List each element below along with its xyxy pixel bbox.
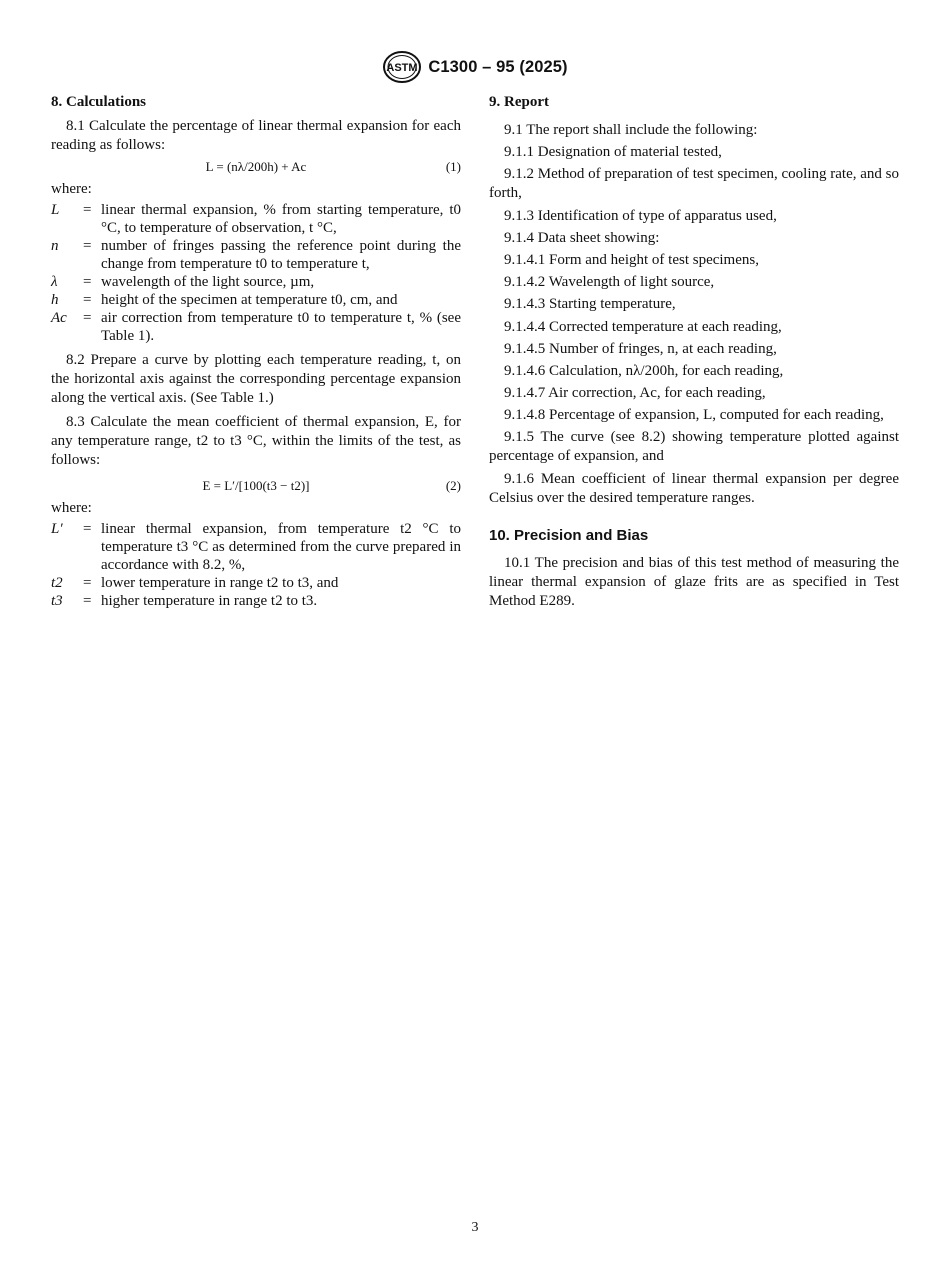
definition-symbol: L′	[51, 521, 63, 537]
section-heading-report: 9. Report	[489, 94, 549, 110]
page-number: 3	[471, 1220, 479, 1235]
equation-2-number: (2)	[445, 478, 461, 493]
right-column	[489, 93, 899, 611]
paragraph-8-2: 8.2 Prepare a curve by plotting each temperature reading, t, on the horizontal axis against the corresponding percentage expansion along the vertical axis. (See Table 1.)	[51, 352, 461, 406]
definition-text: linear thermal expansion, % from starting temperature, t0 °C, to temperature of observation, t °C,	[101, 202, 461, 236]
definitions-list-2	[51, 520, 461, 610]
definition-row	[51, 592, 461, 610]
definition-row	[51, 309, 461, 345]
page-header	[0, 50, 950, 84]
definition-row	[51, 291, 461, 309]
definition-text: wavelength of the light source, µm,	[101, 274, 315, 290]
definition-symbol: λ	[51, 274, 58, 290]
paragraph-8-3: 8.3 Calculate the mean coefficient of thermal expansion, E, for any temperature range, t2 to t3 °C, within the limits of the test, as follows:	[51, 414, 461, 468]
definition-equals: =	[83, 292, 92, 308]
equation-1-expression: L = (nλ/200h) + Ac	[205, 159, 307, 174]
definition-symbol: Ac	[51, 310, 67, 326]
report-item: 9.1.6 Mean coefficient of linear thermal expansion per degree Celsius over the desired temperature ranges.	[489, 470, 899, 506]
definition-text: height of the specimen at temperature t0, cm, and	[101, 292, 398, 308]
report-item: 9.1.4.6 Calculation, nλ/200h, for each reading,	[504, 362, 784, 379]
report-item: 9.1.4.7 Air correction, Ac, for each reading,	[504, 385, 766, 402]
definition-equals: =	[83, 274, 92, 290]
definition-equals: =	[83, 521, 92, 537]
svg-text:ASTM: ASTM	[386, 62, 418, 74]
definitions-list-1	[51, 201, 461, 345]
definition-row	[51, 574, 461, 592]
definition-text: lower temperature in range t2 to t3, and	[101, 575, 339, 591]
definition-symbol: t3	[51, 593, 63, 609]
report-item: 9.1.2 Method of preparation of test specimen, cooling rate, and so forth,	[489, 166, 899, 202]
equation-1-number: (1)	[445, 159, 461, 174]
definition-text: air correction from temperature t0 to temperature t, % (see Table 1).	[101, 310, 461, 344]
report-item: 9.1.4 Data sheet showing:	[504, 229, 660, 246]
equation-1	[51, 157, 461, 176]
paragraph-10-1: 10.1 The precision and bias of this test method of measuring the linear thermal expansion of glaze frits are as specified in Test Method E289.	[489, 554, 899, 609]
report-item: 9.1.4.3 Starting temperature,	[504, 296, 676, 313]
report-item: 9.1.3 Identification of type of apparatus used,	[504, 207, 777, 224]
report-item: 9.1.4.4 Corrected temperature at each reading,	[504, 318, 782, 335]
definition-row	[51, 237, 461, 273]
section-heading-precision: 10. Precision and Bias	[489, 526, 649, 544]
report-item: 9.1.4.5 Number of fringes, n, at each reading,	[504, 340, 777, 357]
left-column	[51, 93, 461, 610]
definition-equals: =	[83, 593, 92, 609]
definition-text: number of fringes passing the reference point during the change from temperature t0 to temperature t,	[101, 238, 461, 272]
definition-row	[51, 201, 461, 237]
equation-2	[51, 476, 461, 495]
definition-text: linear thermal expansion, from temperature t2 °C to temperature t3 °C as determined from the curve prepared in accordance with 8.2, %,	[101, 521, 461, 573]
report-item: 9.1.5 The curve (see 8.2) showing temperature plotted against percentage of expansion, and	[489, 429, 899, 465]
definition-symbol: L	[51, 202, 60, 218]
definition-equals: =	[83, 238, 92, 254]
report-item: 9.1.4.2 Wavelength of light source,	[504, 274, 715, 291]
section-heading-calculations: 8. Calculations	[51, 94, 147, 110]
definition-row	[51, 273, 461, 291]
equation-2-expression: E = L′/[100(t3 − t2)]	[202, 478, 310, 493]
definition-symbol: t2	[51, 575, 63, 591]
paragraph-8-1: 8.1 Calculate the percentage of linear thermal expansion for each reading as follows:	[51, 118, 461, 153]
astm-logo-icon	[382, 50, 422, 84]
document-designation: C1300 – 95 (2025)	[428, 57, 568, 76]
definition-equals: =	[83, 202, 92, 218]
report-item: 9.1.4.8 Percentage of expansion, L, computed for each reading,	[504, 407, 884, 424]
report-item: 9.1.1 Designation of material tested,	[504, 144, 722, 161]
definition-symbol: n	[51, 238, 59, 254]
definition-symbol: h	[51, 292, 59, 308]
where-label: where:	[51, 500, 92, 516]
report-item: 9.1 The report shall include the following:	[504, 122, 758, 138]
definition-equals: =	[83, 310, 92, 326]
definition-equals: =	[83, 575, 92, 591]
report-item: 9.1.4.1 Form and height of test specimens,	[504, 251, 759, 268]
definition-row	[51, 520, 461, 574]
definition-text: higher temperature in range t2 to t3.	[101, 593, 318, 609]
where-label: where:	[51, 181, 92, 197]
